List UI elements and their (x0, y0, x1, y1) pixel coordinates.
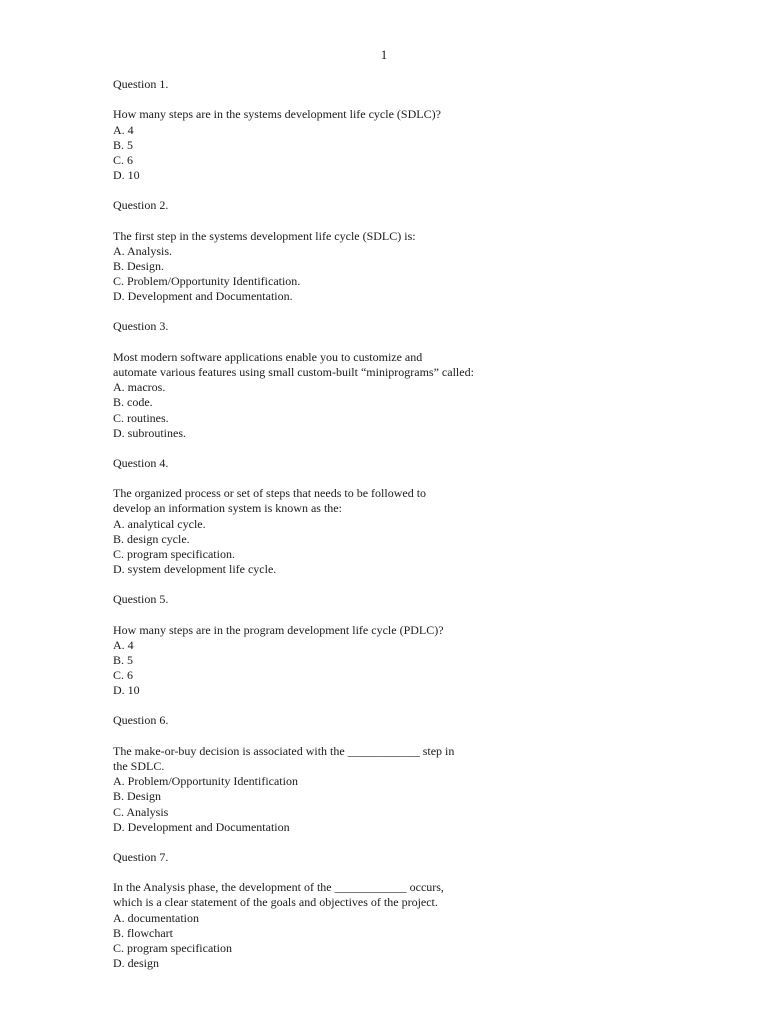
question-title: Question 4. (113, 455, 169, 470)
answer-option-b: B. Design (113, 789, 161, 804)
answer-option-d: D. Development and Documentation. (113, 289, 293, 304)
answer-option-d: D. 10 (113, 683, 140, 698)
question-5 (113, 592, 673, 698)
answer-option-d: D. system development life cycle. (113, 562, 277, 577)
question-title: Question 1. (113, 77, 169, 91)
answer-option-a: A. Analysis. (113, 243, 173, 258)
answer-option-a: A. 4 (113, 637, 134, 652)
answer-option-c: C. 6 (113, 153, 134, 167)
question-4 (113, 456, 673, 578)
answer-option-b: B. 5 (113, 653, 134, 668)
answer-option-c: C. routines. (113, 410, 169, 425)
question-3 (113, 319, 673, 441)
answer-option-b: B. flowchart (113, 925, 173, 940)
answer-option-a: A. analytical cycle. (113, 516, 206, 531)
question-6 (113, 713, 673, 835)
answer-option-c: C. program specification. (113, 547, 235, 562)
question-text: How many steps are in the program development life cycle (PDLC)? (113, 622, 444, 637)
answer-option-d: D. subroutines. (113, 425, 186, 440)
answer-option-b: B. Design. (113, 259, 164, 273)
answer-option-a: A. Problem/Opportunity Identification (113, 774, 298, 789)
question-title: Question 6. (113, 713, 169, 728)
question-title: Question 5. (113, 592, 169, 607)
question-2 (113, 198, 673, 304)
answer-option-c: C. Problem/Opportunity Identification. (113, 274, 301, 289)
answer-option-d: D. 10 (113, 168, 140, 183)
answer-option-c: C. 6 (113, 668, 134, 683)
question-text: The organized process or set of steps that needs to be followed to develop an information system is known as the: (113, 486, 427, 516)
answer-option-c: C. program specification (113, 941, 232, 956)
quiz-content (113, 77, 673, 986)
answer-option-b: B. code. (113, 395, 153, 410)
question-text: The make-or-buy decision is associated with the ____________ step in the SDLC. (113, 743, 455, 774)
question-text: In the Analysis phase, the development of the ____________ occurs, which is a clear statement of the goals and objectives of the project. (113, 880, 444, 910)
answer-option-a: A. documentation (113, 910, 199, 925)
answer-option-d: D. design (113, 956, 159, 971)
question-text: How many steps are in the systems development life cycle (SDLC)? (113, 107, 441, 122)
page-number: 1 (380, 47, 388, 62)
answer-option-c: C. Analysis (113, 804, 169, 819)
answer-option-b: B. design cycle. (113, 531, 190, 546)
question-text: The first step in the systems development life cycle (SDLC) is: (113, 228, 416, 243)
question-title: Question 7. (113, 849, 169, 864)
question-title: Question 2. (113, 198, 169, 213)
answer-option-d: D. Development and Documentation (113, 819, 290, 834)
answer-option-a: A. macros. (113, 380, 166, 395)
answer-option-b: B. 5 (113, 137, 134, 152)
answer-option-a: A. 4 (113, 122, 134, 137)
question-7 (113, 850, 673, 972)
question-text: Most modern software applications enable you to customize and automate various features using small custom-built “miniprograms” called: (113, 349, 474, 379)
question-title: Question 3. (113, 319, 169, 334)
question-1 (113, 77, 673, 183)
